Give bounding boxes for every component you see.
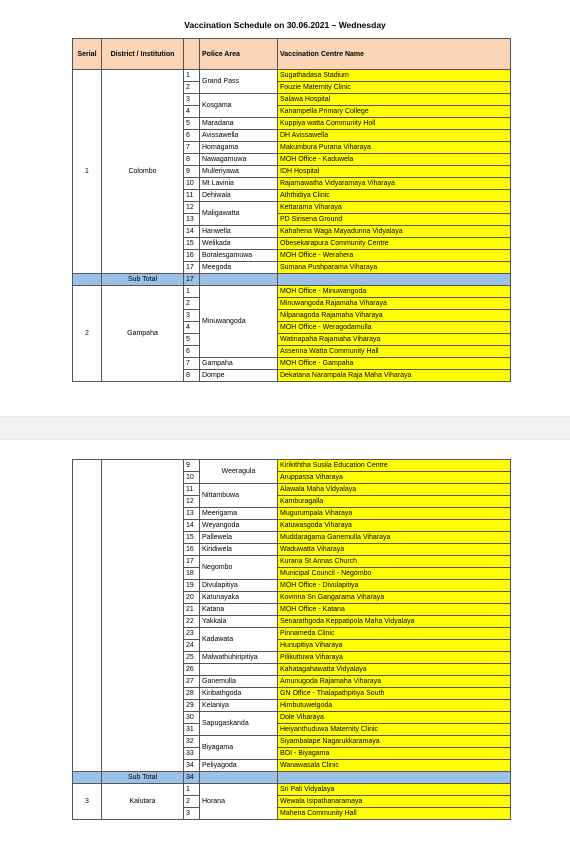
schedule-table-page-1 — [72, 38, 511, 382]
centre-cell: Katuwasgoda Viharaya — [278, 520, 511, 532]
centre-cell: Pinnameda Clinic — [278, 628, 511, 640]
row-number: 9 — [184, 460, 200, 472]
row-number: 22 — [184, 616, 200, 628]
row-number: 15 — [184, 238, 200, 250]
row-number: 9 — [184, 166, 200, 178]
centre-cell: Siyambalape Nagarukkaramaya — [278, 736, 511, 748]
police-area-cell: Nittambuwa — [200, 484, 278, 508]
row-number: 16 — [184, 250, 200, 262]
row-number: 12 — [184, 496, 200, 508]
header-district: District / Institution — [102, 39, 184, 70]
row-number: 14 — [184, 226, 200, 238]
centre-cell: DH Avissawella — [278, 130, 511, 142]
row-number: 28 — [184, 688, 200, 700]
centre-cell: MOH Office - Weragodamulla — [278, 322, 511, 334]
centre-cell: Kovinna Sri Gangarama Viharaya — [278, 592, 511, 604]
row-number: 24 — [184, 640, 200, 652]
police-area-cell: Kosgama — [200, 94, 278, 118]
row-number: 31 — [184, 724, 200, 736]
row-number: 12 — [184, 202, 200, 214]
centre-cell: Hunupitiya Viharaya — [278, 640, 511, 652]
header-serial: Serial — [73, 39, 102, 70]
police-area-cell — [200, 664, 278, 676]
police-area-cell: Negombo — [200, 556, 278, 580]
police-area-cell: Malwathuhiripitiya — [200, 652, 278, 664]
subtotal-value: 34 — [184, 772, 200, 784]
police-area-cell: Dompe — [200, 370, 278, 382]
row-number: 17 — [184, 556, 200, 568]
row-number: 25 — [184, 652, 200, 664]
centre-cell: Watinapaha Rajamaha Viharaya — [278, 334, 511, 346]
centre-cell: Kurana St Annas Church — [278, 556, 511, 568]
subtotal-centre-cell — [278, 274, 511, 286]
police-area-cell: Weeragula — [200, 460, 278, 484]
document-page-1 — [0, 0, 570, 416]
police-area-cell: Grand Pass — [200, 70, 278, 94]
row-number: 5 — [184, 118, 200, 130]
document-page-2 — [0, 440, 570, 854]
row-number: 8 — [184, 154, 200, 166]
header-centre-name: Vaccination Centre Name — [278, 39, 511, 70]
row-number: 3 — [184, 94, 200, 106]
row-number: 15 — [184, 532, 200, 544]
row-number: 30 — [184, 712, 200, 724]
subtotal-serial-cell — [73, 772, 102, 784]
police-area-cell: Dehiwala — [200, 190, 278, 202]
centre-cell: PD Sirisena Ground — [278, 214, 511, 226]
centre-cell: Pilikuttuwa Viharaya — [278, 652, 511, 664]
centre-cell: Obesekarapura Community Centre — [278, 238, 511, 250]
police-area-cell: Kiribathgoda — [200, 688, 278, 700]
centre-cell: Makumbura Purana Viharaya — [278, 142, 511, 154]
district-cell — [102, 460, 184, 772]
centre-cell: Amunugoda Rajamaha Viharaya — [278, 676, 511, 688]
subtotal-centre-cell — [278, 772, 511, 784]
centre-cell: Kanampella Primary College — [278, 106, 511, 118]
centre-cell: Aththidiya Clinic — [278, 190, 511, 202]
police-area-cell: Minuwangoda — [200, 286, 278, 358]
police-area-cell: Mt Lavinia — [200, 178, 278, 190]
police-area-cell: Kadawata — [200, 628, 278, 652]
row-number: 19 — [184, 580, 200, 592]
police-area-cell: Kiridiwela — [200, 544, 278, 556]
row-number: 5 — [184, 334, 200, 346]
centre-cell: Senarathgoda Keppatipola Maha Vidyalaya — [278, 616, 511, 628]
centre-cell: Minuwangoda Rajamaha Viharaya — [278, 298, 511, 310]
police-area-cell: Ganemulla — [200, 676, 278, 688]
subtotal-label: Sub Total — [102, 274, 184, 286]
row-number: 18 — [184, 568, 200, 580]
police-area-cell: Meegoda — [200, 262, 278, 274]
row-number: 32 — [184, 736, 200, 748]
row-number: 7 — [184, 142, 200, 154]
row-number: 33 — [184, 748, 200, 760]
centre-cell: Sumana Pushparama Viharaya — [278, 262, 511, 274]
police-area-cell: Boralesgamuwa — [200, 250, 278, 262]
centre-cell: BOI - Biyagama — [278, 748, 511, 760]
centre-cell: Dole Viharaya — [278, 712, 511, 724]
row-number: 11 — [184, 484, 200, 496]
centre-cell: Kamburagalla — [278, 496, 511, 508]
row-number: 16 — [184, 544, 200, 556]
police-area-cell: Sapugaskanda — [200, 712, 278, 736]
centre-cell: GN Office - Thalapathpitiya South — [278, 688, 511, 700]
table-row — [73, 784, 511, 796]
police-area-cell: Kelaniya — [200, 700, 278, 712]
row-number: 14 — [184, 520, 200, 532]
table-row — [73, 286, 511, 298]
row-number: 1 — [184, 784, 200, 796]
centre-cell: Mugurumpala Viharaya — [278, 508, 511, 520]
row-number: 11 — [184, 190, 200, 202]
centre-cell: MOH Office - Gampaha — [278, 358, 511, 370]
centre-cell: Kuppiya watta Community Holl — [278, 118, 511, 130]
police-area-cell: Horana — [200, 784, 278, 820]
table-header-row — [73, 39, 511, 70]
centre-cell: Alawala Maha Vidyalaya — [278, 484, 511, 496]
row-number: 29 — [184, 700, 200, 712]
row-number: 4 — [184, 322, 200, 334]
police-area-cell: Meerigama — [200, 508, 278, 520]
row-number: 1 — [184, 286, 200, 298]
header-police-area: Police Area — [200, 39, 278, 70]
row-number: 7 — [184, 358, 200, 370]
centre-cell: MOH Office - Werahera — [278, 250, 511, 262]
table-row — [73, 460, 511, 472]
police-area-cell: Mulleriyawa — [200, 166, 278, 178]
centre-cell: Kahahena Waga Mayadunna Vidyalaya — [278, 226, 511, 238]
subtotal-police-cell — [200, 274, 278, 286]
police-area-cell: Weyangoda — [200, 520, 278, 532]
row-number: 27 — [184, 676, 200, 688]
subtotal-serial-cell — [73, 274, 102, 286]
district-cell: Colombo — [102, 70, 184, 274]
row-number: 6 — [184, 346, 200, 358]
police-area-cell: Biyagama — [200, 736, 278, 760]
subtotal-police-cell — [200, 772, 278, 784]
centre-cell: Salawa Hospital — [278, 94, 511, 106]
subtotal-label: Sub Total — [102, 772, 184, 784]
row-number: 3 — [184, 808, 200, 820]
page-title: Vaccination Schedule on 30.06.2021 – Wednesday — [184, 20, 386, 30]
row-number: 2 — [184, 796, 200, 808]
centre-cell: MOH Office - Kaduwela — [278, 154, 511, 166]
centre-cell: Kettarama Viharaya — [278, 202, 511, 214]
centre-cell: Wewala Isipathanaramaya — [278, 796, 511, 808]
subtotal-row — [73, 274, 511, 286]
centre-cell: Sri Pali Vidyalaya — [278, 784, 511, 796]
police-area-cell: Divulapitiya — [200, 580, 278, 592]
row-number: 8 — [184, 370, 200, 382]
police-area-cell: Avissawella — [200, 130, 278, 142]
police-area-cell: Hanwella — [200, 226, 278, 238]
police-area-cell: Pallewela — [200, 532, 278, 544]
table-row — [73, 70, 511, 82]
district-cell: Kalutara — [102, 784, 184, 820]
police-area-cell: Maligawatta — [200, 202, 278, 226]
centre-cell: Kirikiththa Susila Education Centre — [278, 460, 511, 472]
row-number: 17 — [184, 262, 200, 274]
district-cell: Gampaha — [102, 286, 184, 382]
police-area-cell: Maradana — [200, 118, 278, 130]
centre-cell: MOH Office - Divulapitiya — [278, 580, 511, 592]
centre-cell: Fouzie Maternity Clinic — [278, 82, 511, 94]
police-area-cell: Nawagamuwa — [200, 154, 278, 166]
police-area-cell: Yakkala — [200, 616, 278, 628]
police-area-cell: Homagama — [200, 142, 278, 154]
centre-cell: Waduwatta Viharaya — [278, 544, 511, 556]
police-area-cell: Welikada — [200, 238, 278, 250]
centre-cell: MOH Office - Minuwangoda — [278, 286, 511, 298]
centre-cell: IDH Hospital — [278, 166, 511, 178]
police-area-cell: Katana — [200, 604, 278, 616]
row-number: 20 — [184, 592, 200, 604]
centre-cell: Rajamawatha Vidyaramaya Viharaya — [278, 178, 511, 190]
centre-cell: MOH Office - Katana — [278, 604, 511, 616]
subtotal-value: 17 — [184, 274, 200, 286]
row-number: 4 — [184, 106, 200, 118]
serial-cell: 3 — [73, 784, 102, 820]
row-number: 26 — [184, 664, 200, 676]
row-number: 23 — [184, 628, 200, 640]
serial-cell: 2 — [73, 286, 102, 382]
schedule-table-page-2 — [72, 459, 511, 820]
centre-cell: Mahena Community Hall — [278, 808, 511, 820]
police-area-cell: Katunayaka — [200, 592, 278, 604]
centre-cell: Heiyanthuduwa Maternity Clinic — [278, 724, 511, 736]
centre-cell: Dekatana Narampala Raja Maha Viharaya — [278, 370, 511, 382]
centre-cell: Assenna Watta Community Hall — [278, 346, 511, 358]
row-number: 2 — [184, 82, 200, 94]
row-number: 6 — [184, 130, 200, 142]
row-number: 13 — [184, 214, 200, 226]
row-number: 2 — [184, 298, 200, 310]
header-number — [184, 39, 200, 70]
centre-cell: Aruppassa Viharaya — [278, 472, 511, 484]
row-number: 21 — [184, 604, 200, 616]
serial-cell: 1 — [73, 70, 102, 274]
row-number: 10 — [184, 178, 200, 190]
row-number: 3 — [184, 310, 200, 322]
police-area-cell: Peliyagoda — [200, 760, 278, 772]
centre-cell: Wanawasala Clinic — [278, 760, 511, 772]
centre-cell: Municipal Council - Negombo — [278, 568, 511, 580]
centre-cell: Himbutuwelgoda — [278, 700, 511, 712]
row-number: 34 — [184, 760, 200, 772]
serial-cell — [73, 460, 102, 772]
centre-cell: Sugathadasa Stadium — [278, 70, 511, 82]
row-number: 1 — [184, 70, 200, 82]
row-number: 13 — [184, 508, 200, 520]
subtotal-row — [73, 772, 511, 784]
row-number: 10 — [184, 472, 200, 484]
centre-cell: Nilpanagoda Rajamaha Viharaya — [278, 310, 511, 322]
centre-cell: Kahatagahawatta Vidyalaya — [278, 664, 511, 676]
centre-cell: Muddaragama Ganemulla Viharaya — [278, 532, 511, 544]
police-area-cell: Gampaha — [200, 358, 278, 370]
